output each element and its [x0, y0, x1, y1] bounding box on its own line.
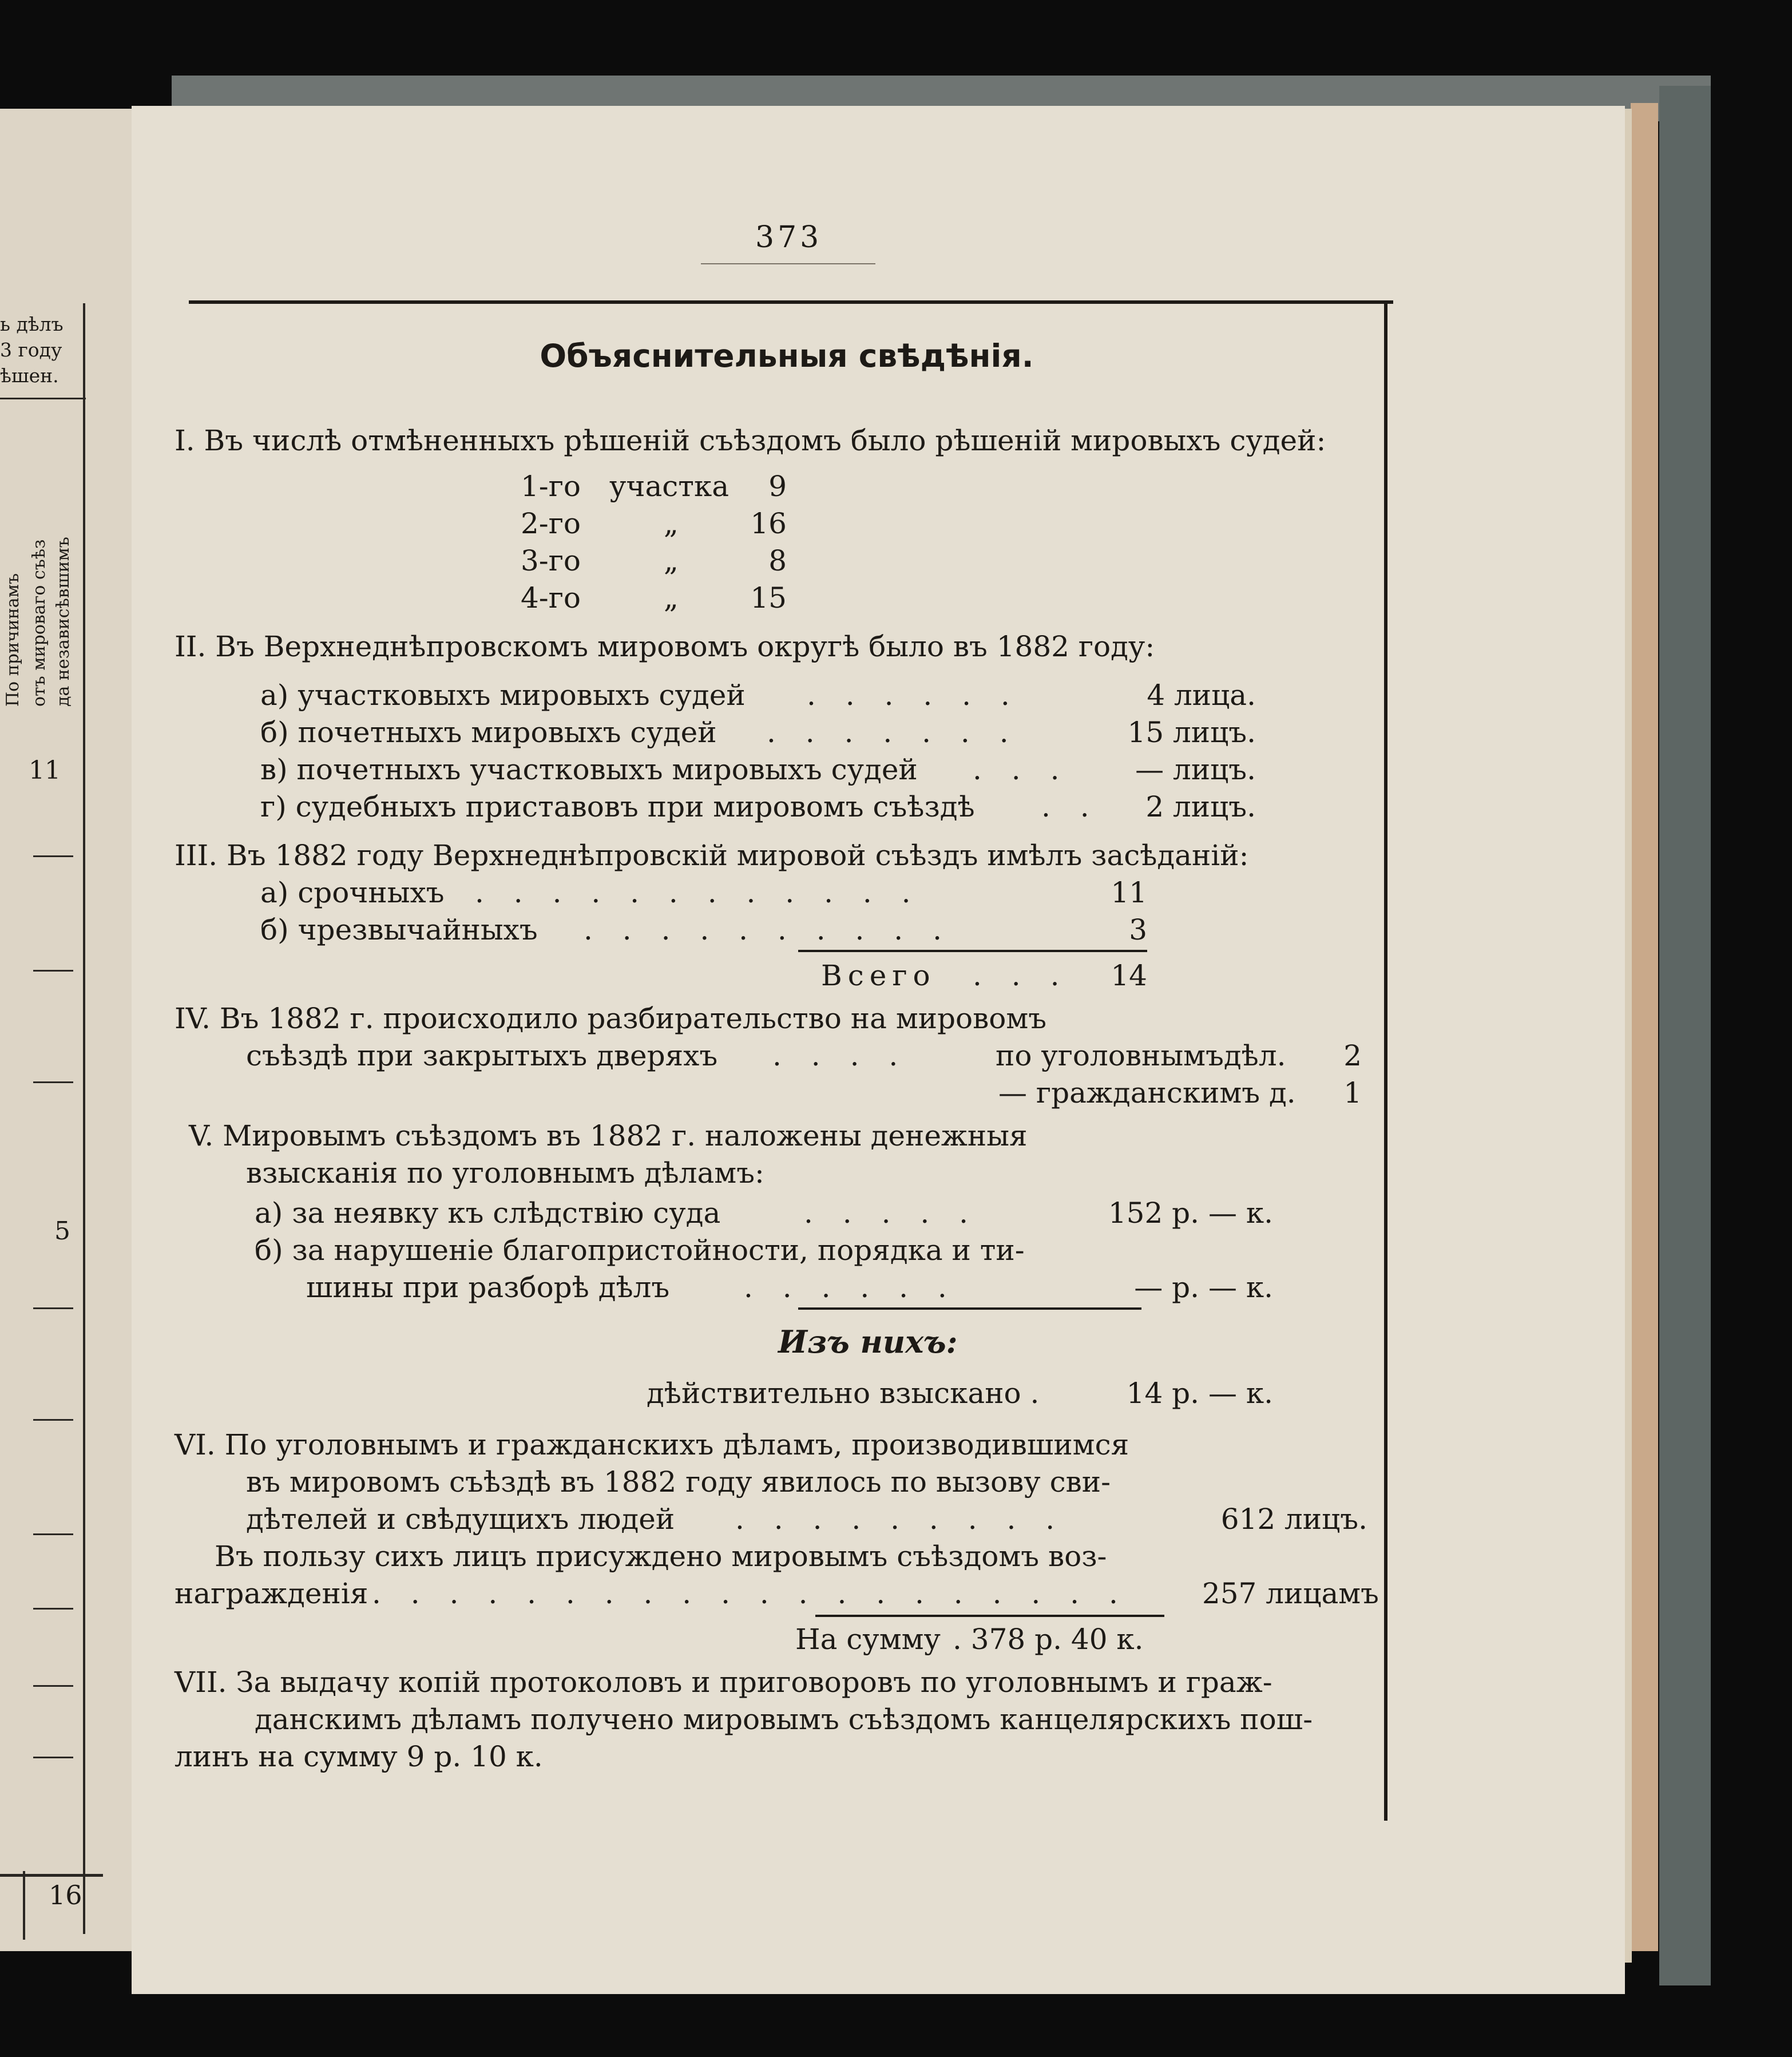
s1-row-name: 4-го [521, 581, 581, 615]
lp-head-rule [0, 398, 86, 399]
s6-line2: въ мировомъ съѣздѣ въ 1882 году явилось по вызову сви- [246, 1465, 1111, 1499]
s2-row-value: — лицъ. [1135, 753, 1256, 786]
s6-line5-value: 257 лицамъ [1202, 1577, 1379, 1610]
s5-line1: V. Мировымъ съѣздомъ въ 1882 г. наложены денежныя [189, 1119, 1028, 1152]
s7-line3: линъ на сумму 9 р. 10 к. [175, 1740, 543, 1773]
s3-total-value: 14 [1111, 959, 1147, 992]
s4-dots: . . . . [772, 1039, 909, 1072]
s3-row-value: 3 [1129, 913, 1147, 946]
s1-row-name: 1-го [521, 470, 581, 503]
s2-row-value: 2 лицъ. [1145, 790, 1256, 823]
s5-collected-label: дѣйствительно взыскано . [647, 1377, 1040, 1410]
s6-sum-label: На сумму [795, 1623, 941, 1656]
s6-line5: награжденія [175, 1577, 368, 1610]
s1-row-value: 9 [768, 470, 787, 503]
lp-value: 5 [54, 1216, 70, 1246]
lp-footer-value: 16 [49, 1880, 82, 1911]
book-cover-right [1659, 86, 1711, 1985]
s2-row-text: б) почетныхъ мировыхъ судей [260, 716, 717, 749]
s6-line5-dots: . . . . . . . . . . . . . . . . . . . . [372, 1577, 1128, 1610]
s4-row2-label: — гражданскимъ д. [998, 1076, 1296, 1109]
lp-dash [33, 1685, 73, 1687]
s4-line2: съѣздѣ при закрытыхъ дверяхъ [246, 1039, 718, 1072]
s6-line1: VI. По уголовнымъ и гражданскихъ дѣламъ, производившимся [175, 1428, 1129, 1461]
s4-line1: IV. Въ 1882 г. происходило разбирательство на мировомъ [175, 1002, 1047, 1035]
s1-row-unit: „ [664, 544, 679, 577]
lp-value: 11 [29, 756, 61, 785]
s5-row-b1: б) за нарушеніе благопристойности, порядка и ти- [255, 1234, 1025, 1267]
s7-line2: данскимъ дѣламъ получено мировымъ съѣздомъ канцелярскихъ пош- [255, 1703, 1313, 1736]
s6-line4: Въ пользу сихъ лицъ присуждено мировымъ съѣздомъ воз- [215, 1540, 1107, 1573]
s2-row-dots: . . . . . . [807, 679, 1020, 712]
lp-dash [33, 1533, 73, 1535]
previous-page [0, 109, 146, 1951]
lp-dash [33, 1419, 73, 1421]
lp-dash [33, 1307, 73, 1309]
frame-right-rule [1384, 302, 1387, 1821]
lp-header-1: ь дѣлъ [0, 313, 64, 335]
s5-row-b-value: — р. — к. [1134, 1271, 1273, 1304]
lp-dash [33, 1081, 73, 1083]
s3-row-dots: . . . . . . . . . . [584, 913, 952, 946]
s1-row-unit: „ [664, 507, 679, 540]
s1-row-value: 8 [768, 544, 787, 577]
s3-row-text: б) чрезвычайныхъ [260, 913, 538, 946]
s1-label: I. Въ числѣ отмѣненныхъ рѣшеній съѣздомъ было рѣшеній мировыхъ судей: [175, 424, 1326, 457]
s1-row-value: 16 [750, 507, 787, 540]
s1-row-unit: „ [664, 581, 679, 615]
s2-row-dots: . . . [973, 753, 1070, 786]
s7-line1: VII. За выдачу копій протоколовъ и приговоровъ по уголовнымъ и граж- [175, 1666, 1272, 1699]
s2-row-value: 4 лица. [1147, 679, 1256, 712]
lp-column-head-2: отъ мироваго съѣз [29, 539, 49, 707]
s4-row1-value: 2 [1343, 1039, 1362, 1072]
s5-row-a-dots: . . . . . [804, 1196, 979, 1230]
s2-row-dots: . . . . . . . [767, 716, 1019, 749]
s2-row-text: в) почетныхъ участковыхъ мировыхъ судей [260, 753, 918, 786]
s2-row-text: а) участковыхъ мировыхъ судей [260, 679, 746, 712]
s3-label: III. Въ 1882 году Верхнеднѣпровскій мировой съѣздъ имѣлъ засѣданій: [175, 839, 1249, 872]
lp-footer-rule [23, 1871, 25, 1940]
s5-collected-value: 14 р. — к. [1126, 1377, 1273, 1410]
page-number-rule [701, 263, 875, 264]
page-number: 373 [755, 220, 823, 255]
s5-row-a-value: 152 р. — к. [1108, 1196, 1273, 1230]
s2-row-text: г) судебныхъ приставовъ при мировомъ съѣздѣ [260, 790, 975, 823]
s6-line3: дѣтелей и свѣдущихъ людей [246, 1503, 675, 1536]
s4-row2-value: 1 [1343, 1076, 1362, 1109]
s2-label: II. Въ Верхнеднѣпровскомъ мировомъ округѣ было въ 1882 году: [175, 630, 1155, 663]
s1-row-name: 2-го [521, 507, 581, 540]
s3-total-label: Всего [821, 959, 936, 992]
s3-total-dots: . . . [973, 959, 1070, 992]
lp-column-head-1: По причинамъ [3, 573, 23, 707]
s5-row-b2: шины при разборѣ дѣлъ [306, 1271, 670, 1304]
frame-top-rule [189, 300, 1393, 304]
s1-row-unit: участка [609, 470, 730, 503]
s6-sum-rule [815, 1615, 1164, 1617]
s5-of-them: Изъ нихъ: [778, 1323, 958, 1360]
s6-sum-value: . 378 р. 40 к. [953, 1623, 1144, 1656]
s5-row-b-dots: . . . . . . [744, 1271, 957, 1304]
s2-row-value: 15 лицъ. [1127, 716, 1256, 749]
lp-dash [33, 1608, 73, 1610]
lp-bottom-rule [0, 1874, 103, 1877]
lp-header-2: 3 году [0, 339, 62, 361]
lp-dash [33, 855, 73, 857]
section-heading: Объяснительныя свѣдѣнія. [540, 338, 1034, 374]
lp-column-head-3: да независѣвшимъ [53, 537, 73, 707]
lp-dash [33, 1757, 73, 1758]
s5-sum-rule [798, 1307, 1141, 1310]
s5-row-a: а) за неявку къ слѣдствію суда [255, 1196, 721, 1230]
s4-row1-label: по уголовнымъдѣл. [996, 1039, 1286, 1072]
lp-column-rule [83, 303, 85, 1934]
s2-row-dots: . . [1041, 790, 1100, 823]
page-edge [1631, 103, 1658, 1951]
lp-header-3: ѣшен. [0, 364, 59, 387]
lp-dash [33, 970, 73, 972]
s3-row-dots: . . . . . . . . . . . . [475, 876, 921, 909]
s1-row-name: 3-го [521, 544, 581, 577]
s6-line3-value: 612 лицъ. [1220, 1503, 1367, 1536]
s5-line2: взысканія по уголовнымъ дѣламъ: [246, 1156, 764, 1190]
s3-row-value: 11 [1111, 876, 1147, 909]
s1-row-value: 15 [750, 581, 787, 615]
s3-sum-rule [798, 950, 1147, 952]
s6-line3-dots: . . . . . . . . . [735, 1503, 1065, 1536]
s3-row-text: а) срочныхъ [260, 876, 445, 909]
